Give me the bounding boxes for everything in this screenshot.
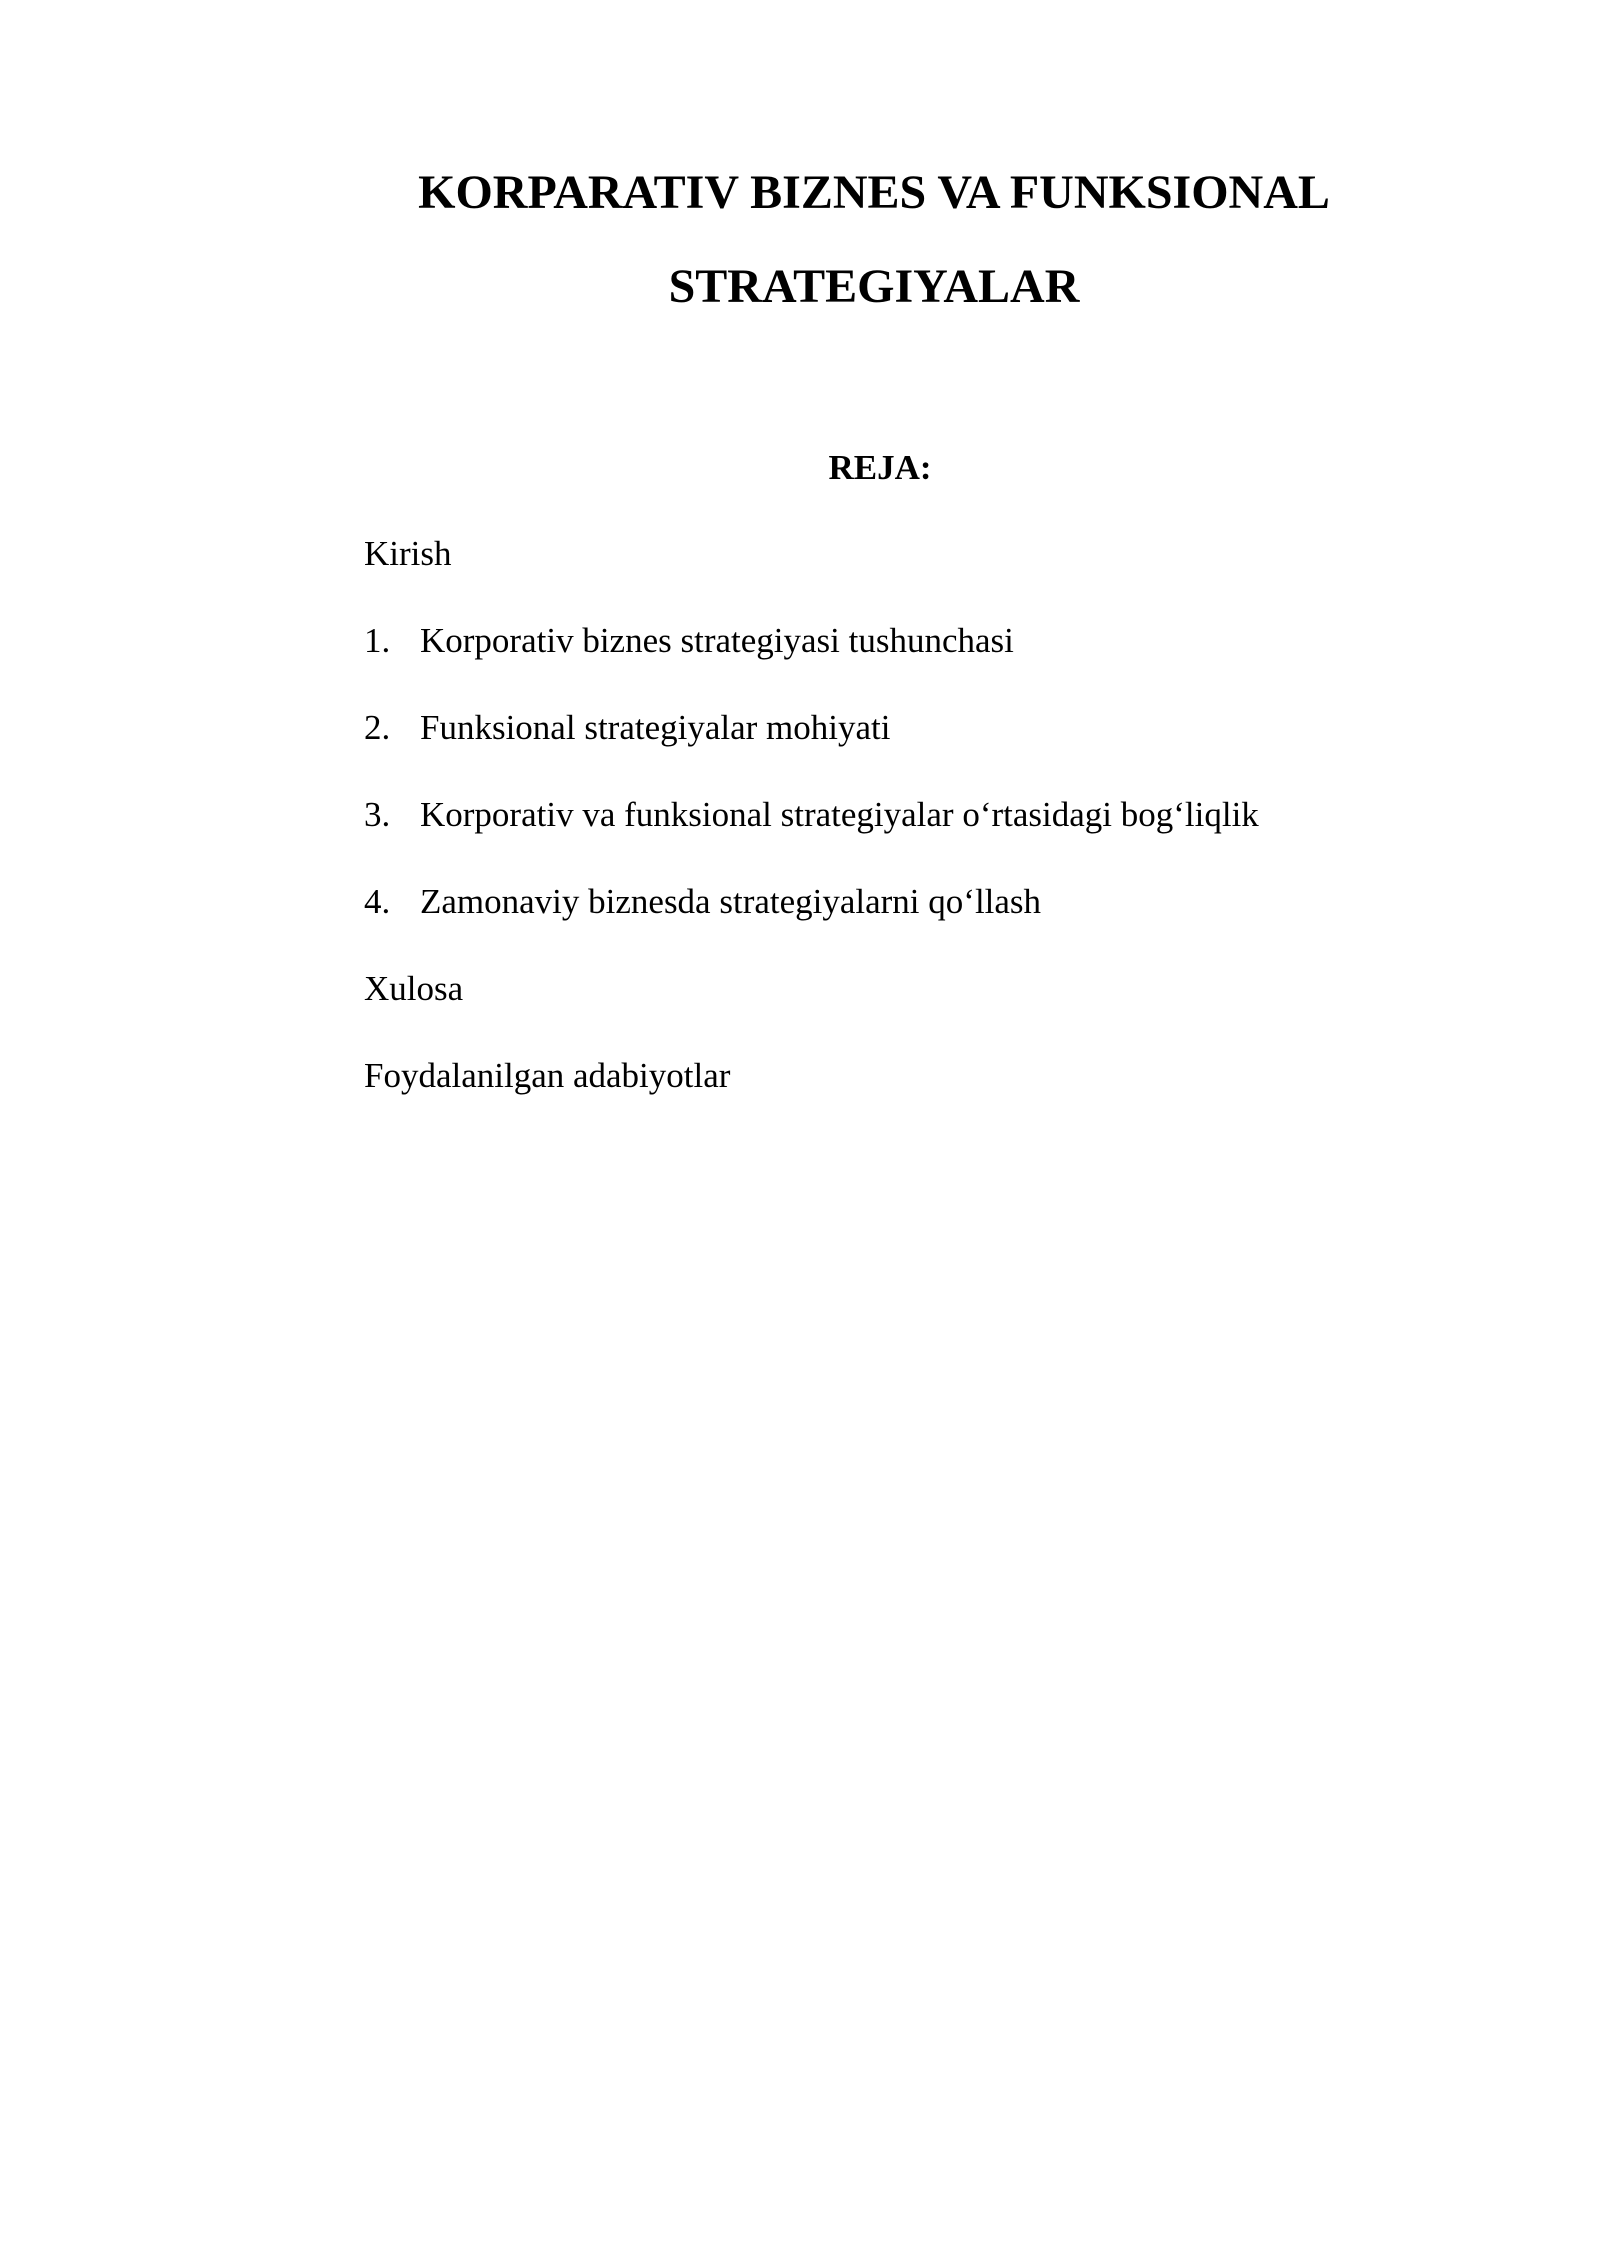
- plan-item-number: 4.: [364, 882, 391, 921]
- plan-item-conclusion: Xulosa: [364, 969, 464, 1008]
- plan-item-3: [364, 793, 1404, 880]
- plan-item-text: Zamonaviy biznesda strategiyalarni qo‘llash: [420, 882, 1042, 921]
- plan-item-text: Korporativ va funksional strategiyalar o‘rtasidagi bog‘liqlik: [420, 795, 1259, 834]
- plan-item-number: 1.: [364, 621, 391, 660]
- plan-item-text: Funksional strategiyalar mohiyati: [420, 708, 891, 747]
- plan-item-intro: Kirish: [364, 534, 452, 573]
- plan-heading: REJA:: [828, 448, 932, 487]
- plan-item-text: Korporativ biznes strategiyasi tushunchasi: [420, 621, 1014, 660]
- plan-item-number: 3.: [364, 795, 391, 834]
- plan-item-2: [364, 706, 1404, 793]
- title-line-2: STRATEGIYALAR: [668, 260, 1080, 313]
- plan-list: [364, 532, 1404, 1141]
- plan-item-references: Foydalanilgan adabiyotlar: [364, 1056, 731, 1095]
- document-title: [364, 146, 1384, 334]
- title-line-1: KORPARATIV BIZNES VA FUNKSIONAL: [418, 166, 1330, 219]
- plan-item-number: 2.: [364, 708, 391, 747]
- plan-item-4: [364, 880, 1404, 967]
- plan-item-1: [364, 619, 1404, 706]
